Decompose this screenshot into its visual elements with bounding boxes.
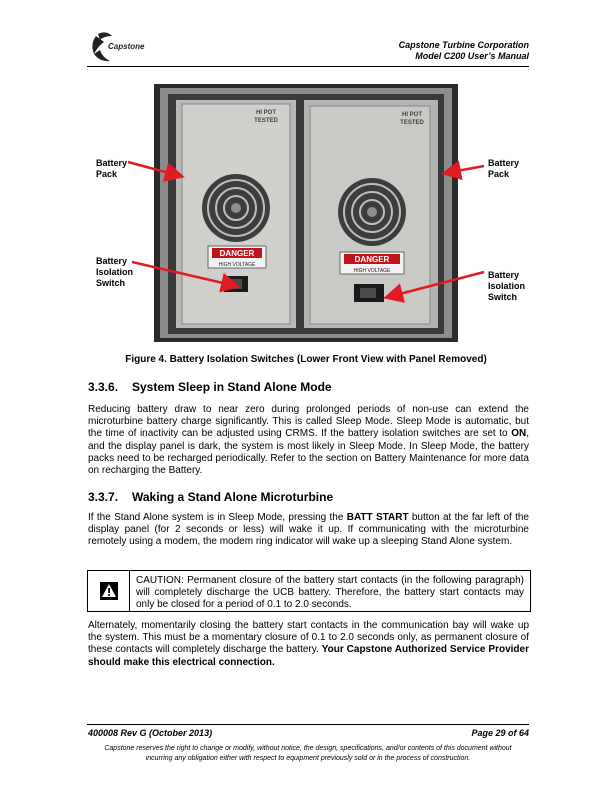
callout-right-isolation-switch: Battery Isolation Switch bbox=[488, 270, 526, 302]
left-hipot-label: HI POT bbox=[255, 110, 277, 116]
footer-rule bbox=[87, 724, 529, 725]
left-high-voltage-label: HIGH VOLTAGE bbox=[218, 262, 256, 268]
right-danger-label: DANGER bbox=[354, 255, 390, 264]
arrow-left-switch bbox=[132, 262, 236, 286]
header-manual: Model C200 User’s Manual bbox=[415, 51, 529, 61]
section-heading-337: 3.3.7. Waking a Stand Alone Microturbine bbox=[88, 490, 334, 504]
right-tested-label: TESTED bbox=[400, 120, 424, 126]
section-336-paragraph: Reducing battery draw to near zero during prolonged periods of non-use can extend the microturbine battery charge significantly. This is called Sleep Mode. Sleep Mode is automatic, but the time of inactivity can be adjusted using CRMS. If the battery isolation switches are set to ON, and the display panel is dark, the system is most likely in Sleep Mode. In Sleep Mode, the battery packs need to be recharged periodically. Refer to the section on Battery Maintenance for more data on recharging the Battery. bbox=[88, 404, 529, 477]
section-337-paragraph-2: Alternately, momentarily closing the battery start contacts in the communication bay will wake up the system. This must be a momentary closure of 0.1 to 2.0 seconds only, as permanent closure of these contacts will completely discharge the battery. Your Capstone Authorized Service Provider should make this electrical connection. bbox=[88, 620, 529, 668]
caution-box bbox=[87, 570, 531, 612]
header-company: Capstone Turbine Corporation bbox=[398, 40, 529, 50]
section-337-paragraph-1: If the Stand Alone system is in Sleep Mode, pressing the BATT START button at the far left of the display panel (for 2 seconds or less) will wake it up. If communicating with the microturbine remotely using a modem, the modem ring indicator will wake up a sleeping Stand Alone system. bbox=[88, 512, 529, 548]
arrow-left-pack bbox=[128, 162, 180, 176]
footer-doc-id: 400008 Rev G (October 2013) bbox=[88, 728, 213, 738]
caution-text: CAUTION: Permanent closure of the battery start contacts (in the following paragraph) will completely discharge the UCB battery. Therefore, the battery start contacts may only be closed for a period of 0.1 to 2.0 seconds. bbox=[136, 575, 524, 610]
callout-left-battery-pack: Battery Pack bbox=[96, 158, 128, 179]
figure-caption: Figure 4. Battery Isolation Switches (Lower Front View with Panel Removed) bbox=[125, 354, 487, 365]
arrow-right-switch bbox=[388, 272, 484, 297]
callout-left-isolation-switch: Battery Isolation Switch bbox=[96, 256, 134, 288]
right-high-voltage-label: HIGH VOLTAGE bbox=[353, 268, 391, 274]
arrow-right-pack bbox=[446, 166, 484, 173]
callout-right-battery-pack: Battery Pack bbox=[488, 158, 520, 179]
footer-disclaimer: Capstone reserves the right to change or modify, without notice, the design, specifications, and/or contents of this document without incurring any obligation either with respect to equipment previously sold or in the process of construction. bbox=[104, 745, 512, 762]
left-danger-label: DANGER bbox=[219, 249, 255, 258]
logo-wordmark: Capstone bbox=[108, 42, 145, 51]
left-tested-label: TESTED bbox=[254, 118, 278, 124]
caution-warning-icon bbox=[88, 571, 129, 611]
footer-page-number: Page 29 of 64 bbox=[471, 728, 529, 738]
right-hipot-label: HI POT bbox=[401, 112, 423, 118]
section-heading-336: 3.3.6. System Sleep in Stand Alone Mode bbox=[88, 380, 332, 394]
